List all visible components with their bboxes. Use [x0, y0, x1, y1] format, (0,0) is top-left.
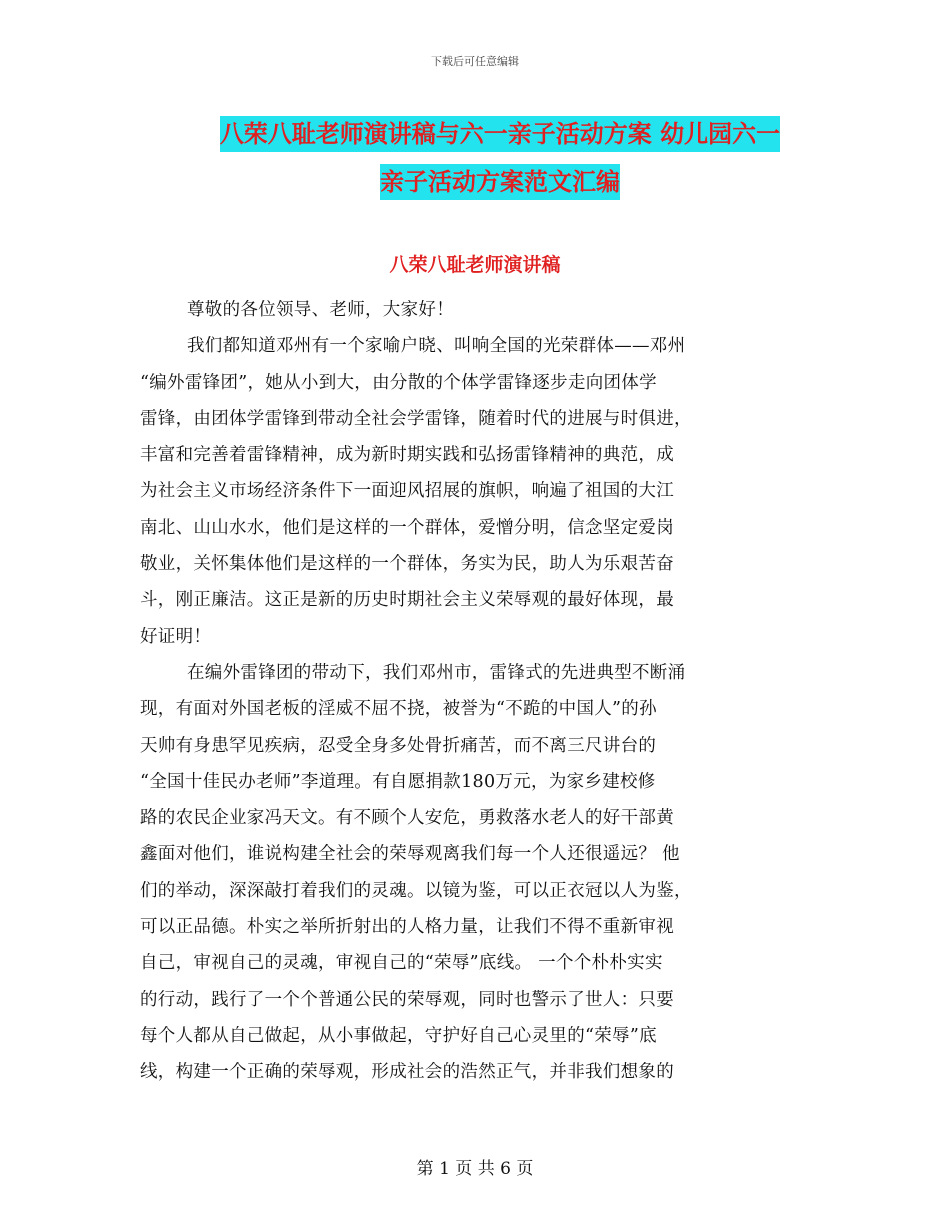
paragraph-1-line: 我们都知道邓州有一个家喻户晓、叫响全国的光荣群体——邓州 [187, 336, 686, 357]
paragraph-2-line: 在编外雷锋团的带动下，我们邓州市，雷锋式的先进典型不断涌 [187, 662, 686, 683]
body-text [140, 292, 812, 1091]
page-header-note: 下载后可任意编辑 [431, 55, 519, 68]
paragraph-2-line: 自己，审视自己的灵魂，审视自己的“荣辱”底线。 一个个朴朴实实 [140, 953, 663, 974]
paragraph-1-line: “编外雷锋团”，她从小到大，由分散的个体学雷锋逐步走向团体学 [140, 372, 657, 393]
section-title: 八荣八耻老师演讲稿 [389, 254, 561, 276]
paragraph-1-line: 斗，刚正廉洁。这正是新的历史时期社会主义荣辱观的最好体现，最 [140, 590, 674, 611]
paragraph-1-line: 雷锋，由团体学雷锋到带动全社会学雷锋，随着时代的进展与时俱进， [140, 408, 692, 429]
paragraph-1-line: 为社会主义市场经济条件下一面迎风招展的旗帜，响遍了祖国的大江 [140, 481, 674, 502]
paragraph-2-line: 可以正品德。朴实之举所折射出的人格力量，让我们不得不重新审视 [140, 917, 674, 938]
greeting-line: 尊敬的各位领导、老师，大家好！ [187, 300, 454, 320]
title-line-1: 八荣八耻老师演讲稿与六一亲子活动方案 幼儿园六一 [140, 110, 860, 158]
paragraph-2-line: 天帅有身患罕见疾病，忍受全身多处骨折痛苦，而不离三尺讲台的 [140, 735, 657, 756]
paragraph-1-line: 丰富和完善着雷锋精神，成为新时期实践和弘扬雷锋精神的典范，成 [140, 445, 674, 466]
paragraph-1-line: 敬业，关怀集体他们是这样的一个群体，务实为民，助人为乐艰苦奋 [140, 554, 674, 575]
paragraph-2-line: 们的举动，深深敲打着我们的灵魂。以镜为鉴，可以正衣冠以人为鉴， [140, 880, 692, 901]
paragraph-2-line: 的行动，践行了一个个普通公民的荣辱观，同时也警示了世人：只要 [140, 989, 674, 1010]
paragraph-2-line: 现，有面对外国老板的淫威不屈不挠，被誉为“不跪的中国人”的孙 [140, 699, 657, 720]
paragraph-2-line: 鑫面对他们，谁说构建全社会的荣辱观离我们每一个人还很遥远？ 他 [140, 844, 680, 865]
paragraph-1-line: 好证明！ [140, 626, 212, 647]
paragraph-2-line: 路的农民企业家冯天文。有不顾个人安危，勇救落水老人的好干部黄 [140, 808, 674, 829]
paragraph-2-line: 每个人都从自己做起，从小事做起，守护好自己心灵里的“荣辱”底 [140, 1025, 657, 1046]
paragraph-2-line: 线，构建一个正确的荣辱观，形成社会的浩然正气，并非我们想象的 [140, 1062, 674, 1083]
page-number-footer: 第 1 页 共 6 页 [416, 1159, 534, 1179]
title-line-2: 亲子活动方案范文汇编 [140, 158, 860, 206]
paragraph-1-line: 南北、山山水水，他们是这样的一个群体，爱憎分明，信念坚定爱岗 [140, 517, 674, 538]
paragraph-2-line: “全国十佳民办老师”李道理。有自愿捐款180万元，为家乡建校修 [140, 771, 656, 792]
document-title [140, 110, 860, 206]
